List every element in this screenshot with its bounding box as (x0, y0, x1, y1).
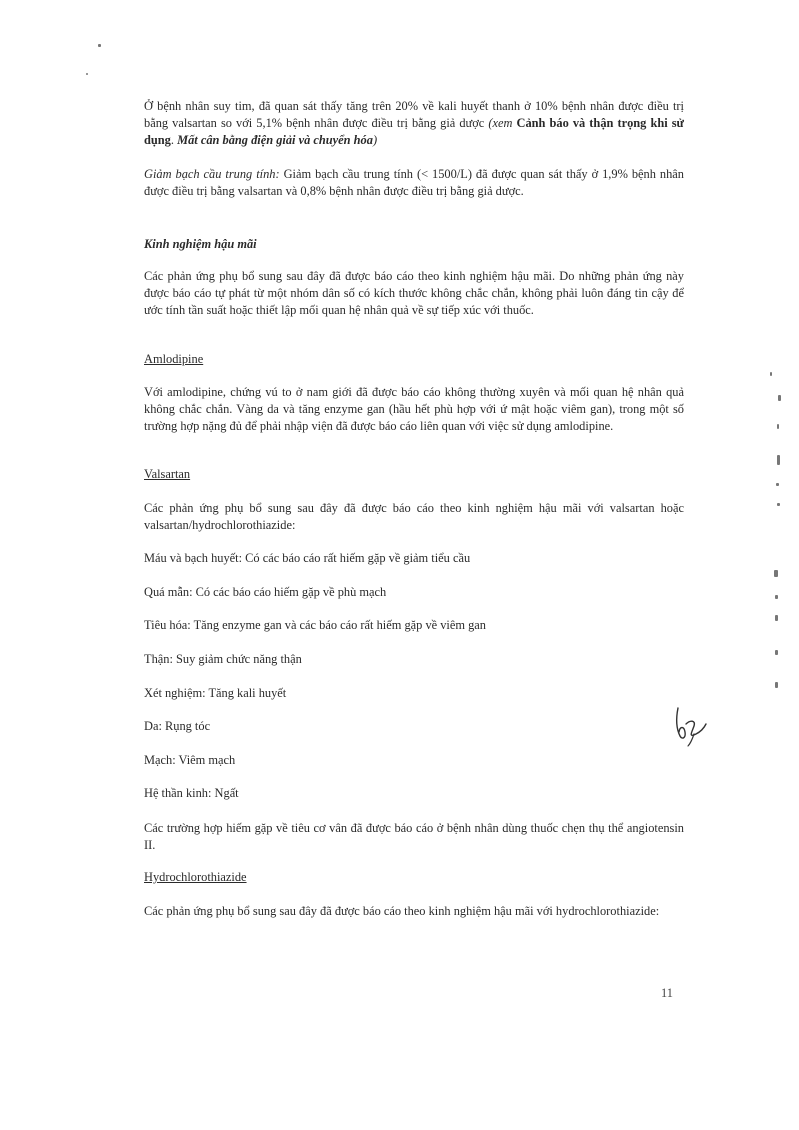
list-item: Xét nghiệm: Tăng kali huyết (144, 686, 287, 700)
paragraph-neutropenia (144, 166, 684, 200)
paragraph-valsartan-intro: Các phản ứng phụ bổ sung sau đây đã được báo cáo theo kinh nghiệm hậu mãi với valsartan hoặc valsartan/hydrochlorothiazide: (144, 501, 684, 532)
list-item: Máu và bạch huyết: Có các báo cáo rất hiếm gặp về giảm tiểu cầu (144, 551, 471, 565)
paragraph-rhabdomyolysis: Các trường hợp hiếm gặp về tiêu cơ vân đã được báo cáo ở bệnh nhân dùng thuốc chẹn thụ thể angiotensin II. (144, 821, 684, 852)
list-item: Hệ thần kinh: Ngất (144, 786, 239, 800)
cross-reference-bold-italic: Mất cân bằng điện giải và chuyển hóa (177, 133, 373, 147)
text-run: Ở bệnh nhân suy tim, đã quan sát thấy tăng trên 20% về kali huyết thanh ở 10% bệnh nhân được điều trị bằng valsartan so với 5,1% bệnh nhân được điều trị bằng giả dược (144, 99, 684, 130)
heading-post-marketing: Kinh nghiệm hậu mãi (144, 237, 257, 251)
text-run: . (170, 133, 178, 147)
text-run-italic: ) (372, 133, 378, 147)
list-item: Tiêu hóa: Tăng enzyme gan và các báo cáo rất hiếm gặp về viêm gan (144, 618, 486, 632)
text-run: Giảm bạch cầu trung tính (< 1500/L) đã được quan sát thấy ở 1,9% bệnh nhân được điều trị bằng valsartan và 0,8% bệnh nhân được điều trị bằng giả dược. (144, 167, 684, 198)
heading-hydrochlorothiazide: Hydrochlorothiazide (144, 870, 247, 884)
heading-valsartan: Valsartan (144, 467, 191, 481)
list-item: Quá mẫn: Có các báo cáo hiếm gặp về phù mạch (144, 585, 387, 599)
list-item: Thận: Suy giảm chức năng thận (144, 652, 302, 666)
handwritten-initials-signature (670, 702, 710, 748)
cross-reference-bold: Cảnh báo và thận trọng khi sử dụng (144, 116, 684, 147)
paragraph-hydrochlorothiazide-intro: Các phản ứng phụ bổ sung sau đây đã được báo cáo theo kinh nghiệm hậu mãi với hydrochlorothiazide: (144, 904, 660, 918)
list-item: Mạch: Viêm mạch (144, 753, 236, 767)
text-run-italic: (xem (488, 116, 517, 130)
paragraph-hyperkalemia-heart-failure (144, 98, 684, 149)
paragraph-post-marketing-intro: Các phản ứng phụ bổ sung sau đây đã được báo cáo theo kinh nghiệm hậu mãi. Do những phản ứng này được báo cáo tự phát từ một nhóm dân số có kích thước không chắc chắn, không phải luôn đáng tin cậy để ước tính tần suất hoặc thiết lập mối quan hệ nhân quả về sự tiếp xúc với thuốc. (144, 269, 684, 317)
paragraph-amlodipine: Với amlodipine, chứng vú to ở nam giới đã được báo cáo không thường xuyên và mối quan hệ nhân quả không chắc chắn. Vàng da và tăng enzyme gan (hầu hết phù hợp với ứ mật hoặc viêm gan), trong một số trường hợp nặng đủ để phải nhập viện đã được báo cáo liên quan với việc sử dụng amlodipine. (144, 385, 684, 433)
subheading-neutropenia: Giảm bạch cầu trung tính: (144, 167, 280, 181)
list-item: Da: Rụng tóc (144, 719, 211, 733)
page-number: 11 (661, 986, 673, 1000)
heading-amlodipine: Amlodipine (144, 352, 204, 366)
